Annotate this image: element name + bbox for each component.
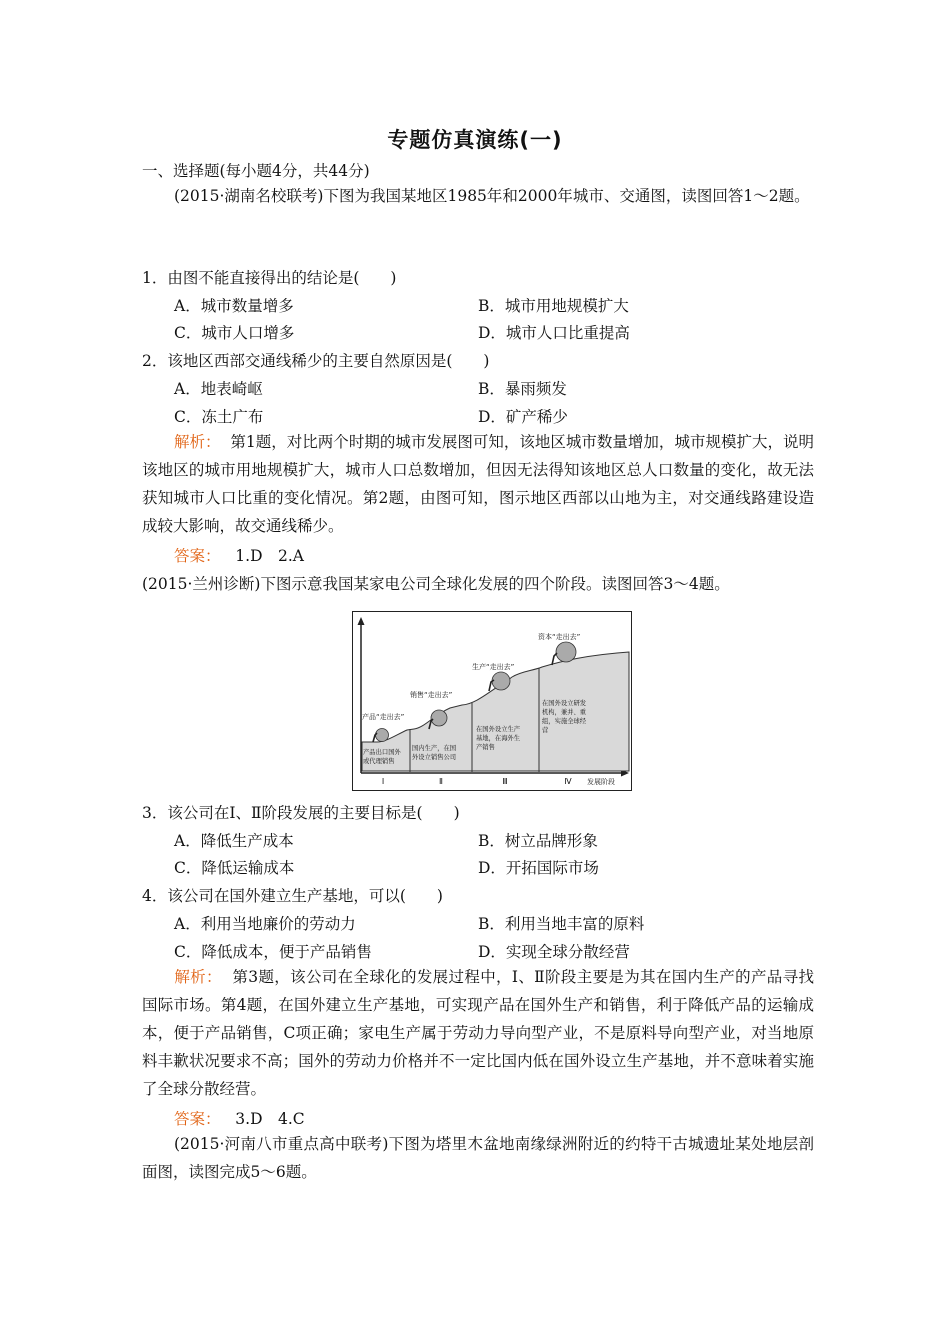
question-4-option-d: D．实现全球分散经营	[478, 943, 630, 961]
question-1-option-d: D．城市人口比重提高	[478, 324, 630, 342]
stage-label-3: Ⅲ	[502, 777, 508, 786]
analysis-1	[142, 428, 814, 540]
stage-4-text-line-2: 机构，兼并、重	[542, 709, 587, 716]
question-3-option-d: D．开拓国际市场	[478, 859, 599, 877]
step-title-3: 生产“走出去”	[472, 663, 515, 671]
question-4-option-c: C．降低成本，便于产品销售	[174, 943, 372, 961]
ball-stage-2	[431, 710, 447, 726]
stage-3-text-line-3: 产销售	[476, 744, 495, 751]
question-2-stem: 2．该地区西部交通线稀少的主要自然原因是( )	[142, 352, 490, 370]
analysis-2-text: 第3题，该公司在全球化的发展过程中，Ⅰ、Ⅱ阶段主要是为其在国内生产的产品寻找国际市场。第4题，在国外建立生产基地，可实现产品在国外生产和销售，利于降低产品的运输成本，便于产品销售，C项正确；家电生产属于劳动力导向型产业，不是原料导向型产业，对当地原料丰歉状况要求不高；国外的劳动力价格并不一定比国内低在国外设立生产基地，并不意味着实施了全球分散经营。	[142, 968, 814, 1098]
question-1-option-c: C．城市人口增多	[174, 324, 295, 342]
answer-2	[142, 1109, 814, 1129]
step-title-4: 资本“走出去”	[538, 633, 581, 641]
intro-3: (2015·河南八市重点高中联考)下图为塔里木盆地南缘绿洲附近的约特干古城遗址某处地层剖面图，读图完成5～6题。	[142, 1135, 814, 1181]
answer-1-label: 答案：	[174, 547, 221, 565]
question-4-option-a: A．利用当地廉价的劳动力	[174, 915, 356, 933]
question-1-stem: 1．由图不能直接得出的结论是( )	[142, 269, 397, 287]
x-axis-label: 发展阶段	[587, 778, 615, 786]
stage-4-text-line-4: 营	[542, 727, 549, 734]
answer-1-text: 1.D 2.A	[235, 547, 304, 565]
stage-4-text-line-3: 组，实施全球经	[542, 718, 587, 725]
stage-3-text-line-2: 基地，在海外生	[476, 735, 521, 742]
answer-2-text: 3.D 4.C	[235, 1110, 305, 1128]
question-3-option-a: A．降低生产成本	[174, 832, 294, 850]
stage-1-text-line-1: 产品出口国外	[363, 749, 401, 756]
stage-2-text-line-2: 外设立销售公司	[412, 754, 457, 761]
question-1-option-b: B．城市用地规模扩大	[478, 297, 629, 315]
question-2-option-a: A．地表崎岖	[174, 380, 263, 398]
analysis-1-label: 解析：	[174, 433, 221, 451]
page-title: 专题仿真演练(一)	[387, 128, 563, 152]
stage-label-4: Ⅳ	[564, 777, 572, 786]
question-2-option-d: D．矿产稀少	[478, 408, 568, 426]
question-1-option-a: A．城市数量增多	[174, 297, 294, 315]
stage-label-2: Ⅱ	[439, 777, 443, 786]
ball-stage-1	[376, 729, 389, 742]
analysis-1-text: 第1题，对比两个时期的城市发展图可知，该地区城市数量增加，城市规模扩大，说明该地区的城市用地规模扩大，城市人口总数增加，但因无法得知该地区总人口数量的变化，故无法获知城市人口比重的变化情况。第2题，由图可知，图示地区西部以山地为主，对交通线路建设造成较大影响，故交通线稀少。	[142, 433, 814, 535]
analysis-2-label: 解析：	[174, 968, 222, 986]
question-3-stem: 3．该公司在Ⅰ、Ⅱ阶段发展的主要目标是( )	[142, 804, 460, 822]
stage-3-text-line-1: 在国外设立生产	[476, 726, 521, 733]
question-2-option-b: B．暴雨频发	[478, 380, 567, 398]
section-heading: 一、选择题(每小题4分，共44分)	[142, 162, 370, 180]
analysis-2	[142, 963, 814, 1103]
intro-1: (2015·湖南名校联考)下图为我国某地区1985年和2000年城市、交通图，读图回答1～2题。	[174, 187, 810, 205]
stage-1-text-line-2: 或代理销售	[363, 758, 395, 765]
question-3-option-c: C．降低运输成本	[174, 859, 295, 877]
ball-stage-3	[492, 672, 510, 690]
intro-2: (2015·兰州诊断)下图示意我国某家电公司全球化发展的四个阶段。读图回答3～4题。	[142, 575, 730, 593]
ball-stage-4	[556, 642, 576, 662]
question-2-option-c: C．冻土广布	[174, 408, 264, 426]
step-title-1: 产品“走出去”	[362, 713, 405, 721]
question-4-option-b: B．利用当地丰富的原料	[478, 915, 645, 933]
question-4-stem: 4．该公司在国外建立生产基地，可以( )	[142, 887, 443, 905]
answer-2-label: 答案：	[174, 1110, 221, 1128]
answer-1	[142, 546, 814, 566]
stage-4-text-line-1: 在国外设立研发	[542, 700, 587, 707]
question-3-option-b: B．树立品牌形象	[478, 832, 598, 850]
step-title-2: 销售“走出去”	[410, 691, 453, 699]
stage-label-1: Ⅰ	[381, 777, 385, 786]
globalization-stage-diagram	[352, 611, 632, 791]
stage-2-text-line-1: 国内生产，在国	[412, 745, 457, 752]
